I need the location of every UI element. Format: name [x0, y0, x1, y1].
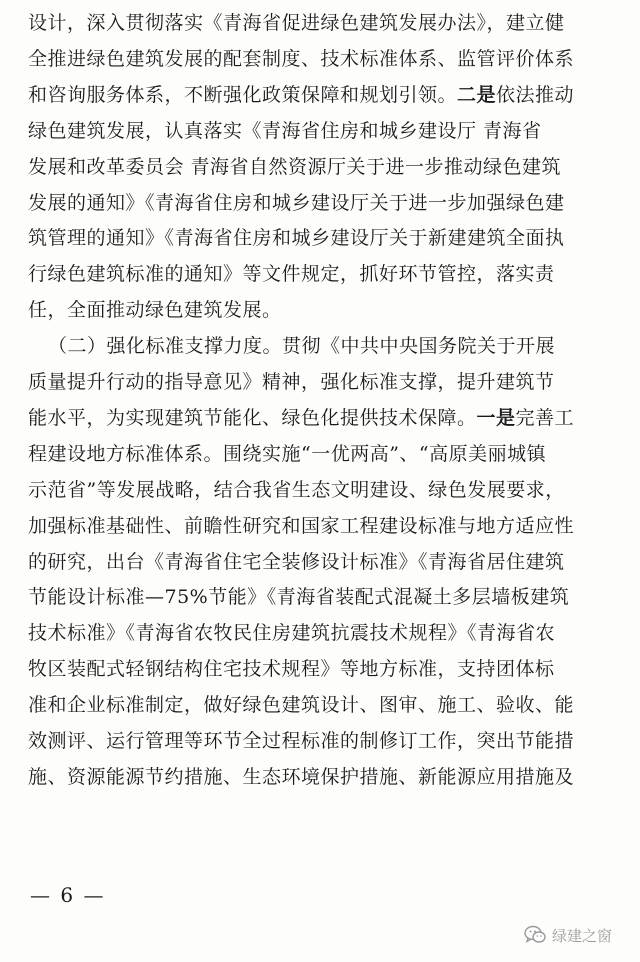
- text-segment: 贯彻《中共中央国务院关于开展: [282, 335, 556, 358]
- text-line: [28, 257, 614, 291]
- text-line: [28, 545, 614, 579]
- text-line: [28, 186, 614, 220]
- text-line: [28, 760, 614, 794]
- section-heading: （二）强化标准支撑力度。: [48, 335, 283, 358]
- text-line: [48, 329, 614, 363]
- text-line: [28, 616, 614, 650]
- text-line: [28, 150, 614, 184]
- wechat-icon: [524, 925, 546, 945]
- emphasis-text: 一是: [476, 406, 516, 429]
- text-segment: 和咨询服务体系，不断强化政策保障和规划引领。: [28, 83, 458, 106]
- text-line: [28, 652, 614, 686]
- text-segment: 全推进绿色建筑发展的配套制度、技术标准体系、监管评价体系: [28, 47, 575, 70]
- text-segment: 施、资源能源节约措施、生态环境保护措施、新能源应用措施及: [28, 765, 575, 788]
- text-segment: 效测评、运行管理等环节全过程标准的制修订工作，突出节能措: [28, 730, 575, 752]
- text-segment: 程建设地方标准体系。围绕实施“一优两高”、“高原美丽城镇: [28, 442, 547, 465]
- text-line: [28, 114, 614, 148]
- text-segment: 准和企业标准制定，做好绿色建筑设计、图审、施工、验收、能: [28, 694, 575, 717]
- watermark: [524, 922, 612, 948]
- text-line: [28, 78, 614, 112]
- page-number: — 6 —: [30, 883, 106, 907]
- text-line: [28, 509, 614, 543]
- emphasis-text: 二是: [457, 83, 497, 106]
- text-segment: 加强标准基础性、前瞻性研究和国家工程建设标准与地方适应性: [28, 514, 575, 537]
- text-segment: 行绿色建筑标准的通知》等文件规定，抓好环节管控，落实责: [28, 263, 555, 286]
- text-segment: 牧区装配式轻钢结构住宅技术规程》等地方标准，支持团体标: [28, 658, 555, 681]
- text-segment: 的研究，出台《青海省住宅全装修设计标准》《青海省居住建筑: [28, 550, 565, 573]
- text-segment: 发展和改革委员会 青海省自然资源厅关于进一步推动绿色建筑: [28, 155, 562, 178]
- text-segment: 依法推动: [496, 83, 575, 106]
- text-segment: 能水平，为实现建筑节能化、绿色化提供技术保障。: [28, 406, 477, 429]
- text-segment: 任，全面推动绿色建筑发展。: [28, 299, 282, 322]
- text-segment: 示范省”等发展战略，结合我省生态文明建设、绿色发展要求，: [28, 478, 565, 501]
- watermark-text: 绿建之窗: [552, 926, 613, 945]
- text-line: [28, 401, 614, 435]
- text-line: [28, 42, 614, 76]
- text-segment: 节能设计标准—75%节能》《青海省装配式混凝土多层墙板建筑: [28, 586, 570, 609]
- text-segment: 筑管理的通知》《青海省住房和城乡建设厅关于新建建筑全面执: [28, 227, 565, 250]
- text-line: [28, 293, 614, 327]
- text-line: [28, 580, 614, 614]
- text-line: [28, 473, 614, 507]
- text-segment: 设计，深入贯彻落实《青海省促进绿色建筑发展办法》，建立健: [28, 12, 565, 34]
- text-line: [28, 688, 614, 722]
- text-line: [28, 724, 614, 758]
- text-segment: 绿色建筑发展，认真落实《青海省住房和城乡建设厅 青海省: [28, 119, 542, 142]
- text-line: [28, 6, 614, 40]
- text-line: [28, 221, 614, 255]
- text-segment: 完善工: [515, 406, 575, 429]
- text-segment: 发展的通知》《青海省住房和城乡建设厅关于进一步加强绿色建: [28, 191, 565, 214]
- text-line: [28, 365, 614, 399]
- text-line: [28, 437, 614, 471]
- text-segment: 技术标准》《青海省农牧民住房建筑抗震技术规程》《青海省农: [28, 622, 556, 645]
- text-segment: 质量提升行动的指导意见》精神，强化标准支撑，提升建筑节: [28, 371, 555, 393]
